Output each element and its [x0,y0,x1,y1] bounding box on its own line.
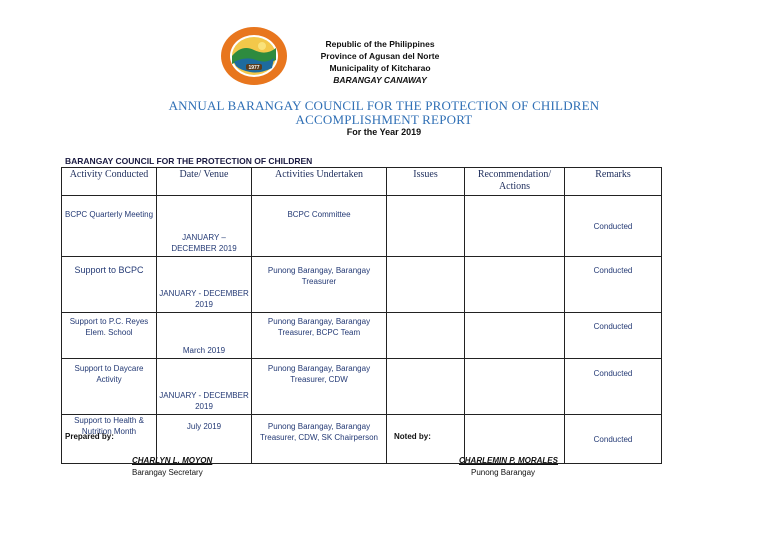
report-title-line2: ACCOMPLISHMENT REPORT [295,112,473,127]
column-header-issues: Issues [387,168,465,196]
cell-issues [387,257,465,313]
cell-activity: Support to Daycare Activity [62,359,157,415]
cell-recommendation [465,257,565,313]
table-row [62,313,662,359]
cell-remarks: Conducted [565,196,662,257]
prepared-by-name: CHARLYN L. MOYON [132,456,213,465]
table-row [62,359,662,415]
cell-undertaken: BCPC Committee [252,196,387,257]
report-subtitle: For the Year 2019 [346,127,422,137]
noted-by-label: Noted by: [394,432,431,441]
cell-issues [387,196,465,257]
prepared-by-label: Prepared by: [65,432,114,441]
cell-remarks: Conducted [565,257,662,313]
letterhead-line-barangay: BARANGAY CANAWAY [333,75,427,85]
column-header-recommendation: Recommendation/ Actions [465,168,565,196]
column-header-remarks: Remarks [565,168,662,196]
cell-date: JANUARY - DECEMBER 2019 [157,359,252,415]
column-header-activity: Activity Conducted [62,168,157,196]
cell-activity: Support to Health & Nutrition Month [62,415,157,464]
prepared-by-position: Barangay Secretary [132,468,203,477]
cell-issues [387,359,465,415]
cell-activity: Support to BCPC [62,257,157,313]
table-header-row [62,168,662,196]
cell-remarks: Conducted [565,313,662,359]
letterhead [300,38,460,86]
cell-date: March 2019 [157,313,252,359]
column-header-date: Date/ Venue [157,168,252,196]
cell-remarks: Conducted [565,415,662,464]
svg-text:1977: 1977 [248,65,260,71]
cell-undertaken: Punong Barangay, Barangay Treasurer, BCPC Team [252,313,387,359]
table-row [62,257,662,313]
letterhead-line-province: Province of Agusan del Norte [320,51,440,61]
cell-recommendation [465,196,565,257]
cell-undertaken: Punong Barangay, Barangay Treasurer [252,257,387,313]
cell-remarks: Conducted [565,359,662,415]
report-title-line1: ANNUAL BARANGAY COUNCIL FOR THE PROTECTION OF CHILDREN [168,98,600,113]
section-title: BARANGAY COUNCIL FOR THE PROTECTION OF CHILDREN [65,156,313,166]
noted-by-name: CHARLEMIN P. MORALES [459,456,558,465]
cell-issues [387,313,465,359]
letterhead-line-municipality: Municipality of Kitcharao [329,63,431,73]
cell-date: JANUARY – DECEMBER 2019 [157,196,252,257]
noted-by-position: Punong Barangay [471,468,536,477]
cell-undertaken: Punong Barangay, Barangay Treasurer, CDW, SK Chairperson [252,415,387,464]
cell-undertaken: Punong Barangay, Barangay Treasurer, CDW [252,359,387,415]
letterhead-line-republic: Republic of the Philippines [325,39,435,49]
accomplishment-table [61,167,662,464]
column-header-undertaken: Activities Undertaken [252,168,387,196]
cell-date: July 2019 [157,415,252,464]
table-row [62,196,662,257]
cell-recommendation [465,359,565,415]
cell-recommendation [465,313,565,359]
cell-date: JANUARY - DECEMBER 2019 [157,257,252,313]
cell-activity: Support to P.C. Reyes Elem. School [62,313,157,359]
barangay-seal-logo [220,26,288,86]
cell-activity: BCPC Quarterly Meeting [62,196,157,257]
